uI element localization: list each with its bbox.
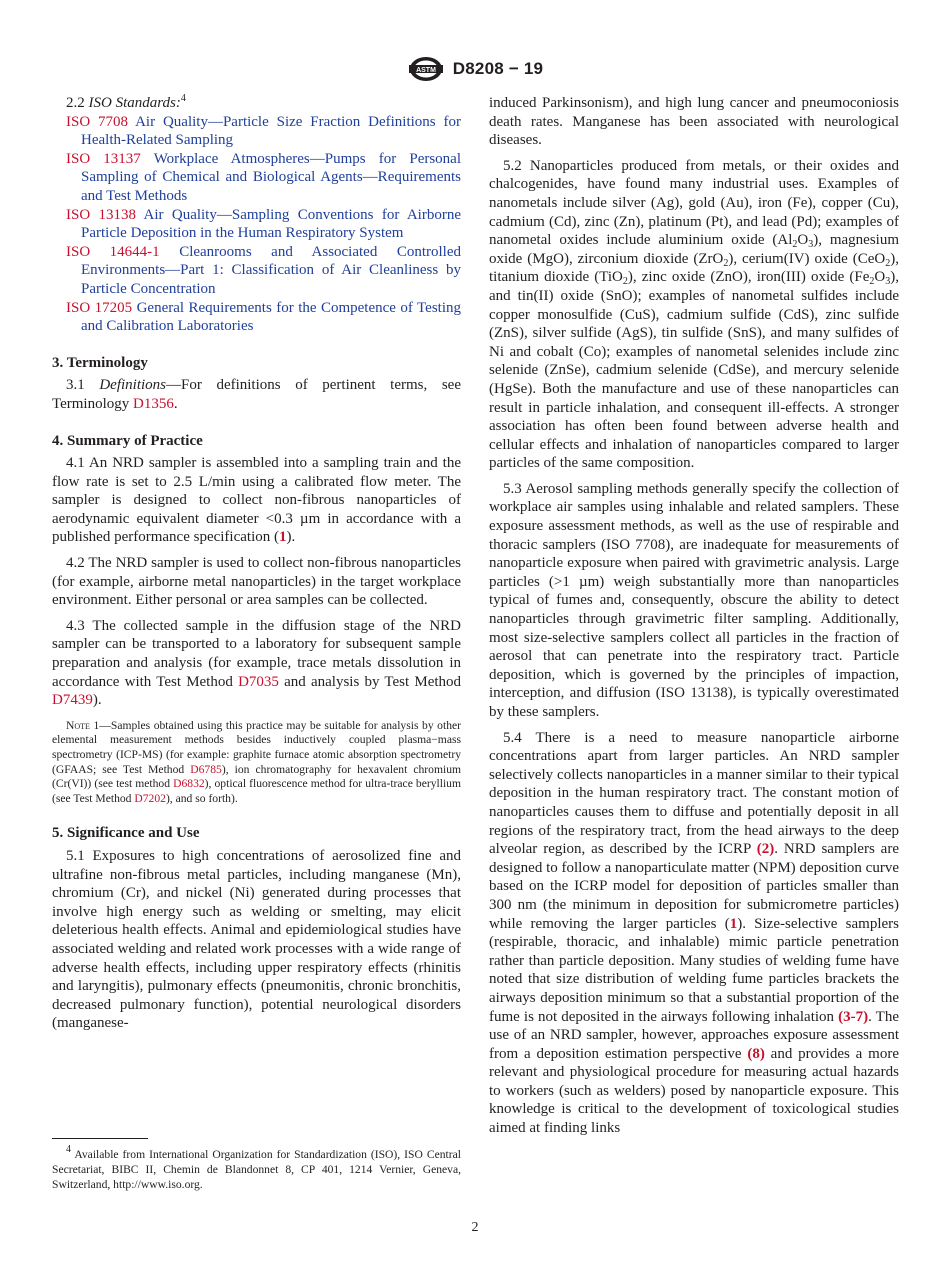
d1356-link[interactable]: D1356 bbox=[133, 395, 174, 412]
document-id: D8208 − 19 bbox=[452, 59, 544, 78]
right-column bbox=[489, 94, 899, 1138]
iso-ref-item[interactable] bbox=[52, 113, 461, 150]
iso-ref-code[interactable]: ISO 13137 bbox=[66, 150, 141, 167]
footnote-number: 4 bbox=[66, 1144, 71, 1155]
section-4-3: 4.3 The collected sample in the diffusion stage of the NRD sampler can be transported to a laboratory for subsequent sample preparation and analysis (for example, trace metals dissolution in accordance with Test Method D7035 and analysis by Test Method D7439). bbox=[52, 617, 462, 709]
section-5-1-continued: induced Parkinsonism), and high lung cancer and pneumoconiosis death rates. Manganese has been associated with neurological diseases. bbox=[489, 95, 899, 149]
page-number: 2 bbox=[471, 1220, 479, 1235]
page-header bbox=[0, 56, 950, 82]
note-1: Note 1—Samples obtained using this practice may be suitable for analysis by other elemental measurement methods besides inductively coupled plasma−mass spectrometry (ICP-MS) (for example: graphite furnace atomic absorption spectrometry (GFAAS; see Test Method D6785), ion chromatography for hexavalent chromium (Cr(VI)) (see test method D6832), optical fluorescence method for ultra-trace beryllium (see Test Method D7202), and so forth). bbox=[52, 718, 462, 805]
reference-8-link[interactable]: (8) bbox=[747, 1045, 765, 1062]
d6832-link[interactable]: D6832 bbox=[173, 777, 205, 791]
iso-ref-code[interactable]: ISO 14644-1 bbox=[66, 243, 160, 260]
section-3-heading: 3. Terminology bbox=[52, 354, 148, 371]
footnote-divider bbox=[52, 1138, 148, 1139]
iso-ref-title[interactable]: Air Quality—Particle Size Fraction Definitions for Health-Related Sampling bbox=[81, 113, 461, 149]
left-column bbox=[52, 94, 461, 1033]
iso-ref-title[interactable]: Workplace Atmospheres—Pumps for Personal Sampling of Chemical and Biological Agents—Requirements and Test Methods bbox=[81, 150, 462, 204]
svg-text:ASTM: ASTM bbox=[415, 67, 436, 74]
iso-ref-code[interactable]: ISO 13138 bbox=[66, 206, 137, 223]
note-label: Note 1 bbox=[66, 718, 100, 732]
section-5-3: 5.3 Aerosol sampling methods generally specify the collection of workplace air samples using inhalable and related samplers. These exposure assessment methods, as well as the use of respirable and thoracic samplers (ISO 7708), are inadequate for measurements of nanoparticle exposure when paired with gravimetric analysis. Large particles (>1 µm) weigh substantially more than nanoparticles typical of fumes and, consequently, obscure the ability to detect nanoparticles through gravimetric filter sampling. Additionally, most size-selective samplers collect all particles in the fraction of aerosol that can penetrate into the respiratory tract. Particle deposition, which is governed by the principles of impaction, interception, and diffusion (ISO 13138), is typically overestimated by these samplers. bbox=[489, 480, 899, 720]
d7439-link[interactable]: D7439 bbox=[52, 692, 93, 709]
reference-1-link[interactable]: 1 bbox=[729, 915, 738, 932]
section-4-heading: 4. Summary of Practice bbox=[52, 432, 203, 449]
section-4-2: 4.2 The NRD sampler is used to collect non-fibrous nanoparticles (for example, airborne metal nanoparticles) in the target workplace environment. Either personal or area samples can be collected. bbox=[52, 555, 461, 609]
section-5-2: 5.2 Nanoparticles produced from metals, or their oxides and chalcogenides, have found many industrial uses. Examples of nanometals include silver (Ag), gold (Au), iron (Fe), copper (Cu), cadmium (Cd), zinc (Zn), platinum (Pt), and lead (Pd); examples of nanometal oxides include aluminium oxide $(Al_2O_3)$, magnesium oxide (MgO), zirconium dioxide (ZrO$_2$), cerium(IV) oxide (CeO$_2$), titanium dioxide (TiO$_2$), zinc oxide (ZnO), iron(III) oxide $(Fe_2O_3)$, and tin(II) oxide (SnO); examples of nanometal sulfides include copper monosulfide (CuS), cadmium sulfide (CdS), zinc sulfide (ZnS), silver sulfide (AgS), tin sulfide (SnS), and many sulfides of Ni and cobalt (Co); examples of nanometal selenides include zinc selenide (ZnSe), cadmium selenide (CdSe), and mercury selenide (HgSe). Both the manufacture and use of these nanoparticles can result in particle inhalation, and consequent ill-effects. A stronger association has often been found between adverse health and cellular effects and inhalation of nanoparticles compared to larger particles of the same composition. bbox=[489, 157, 900, 472]
iso-ref-title[interactable]: General Requirements for the Competence of Testing and Calibration Laboratories bbox=[81, 299, 461, 335]
iso-reference-list bbox=[52, 113, 461, 336]
iso-ref-item[interactable] bbox=[52, 299, 461, 336]
section-3-1: 3.1 Definitions—For definitions of pertinent terms, see Terminology D1356. bbox=[52, 377, 461, 412]
iso-ref-title[interactable]: Cleanrooms and Associated Controlled Environments—Part 1: Classification of Air Cleanliness by Particle Concentration bbox=[81, 243, 461, 297]
iso-ref-code[interactable]: ISO 17205 bbox=[66, 299, 133, 316]
section-2-2-heading: 2.2 ISO Standards:$^4$ bbox=[66, 93, 186, 111]
d6785-link[interactable]: D6785 bbox=[190, 762, 222, 776]
d7202-link[interactable]: D7202 bbox=[134, 791, 166, 805]
iso-ref-item[interactable] bbox=[52, 150, 461, 206]
reference-2-link[interactable]: (2) bbox=[756, 841, 775, 858]
reference-3-7-link[interactable]: (3-7) bbox=[838, 1008, 869, 1025]
section-5-heading: 5. Significance and Use bbox=[52, 825, 200, 842]
iso-ref-item[interactable] bbox=[52, 206, 461, 243]
iso-ref-code[interactable]: ISO 7708 bbox=[66, 113, 129, 130]
iso-ref-item[interactable] bbox=[52, 243, 461, 299]
d7035-link[interactable]: D7035 bbox=[238, 673, 279, 690]
section-5-1: 5.1 Exposures to high concentrations of aerosolized fine and ultrafine non-fibrous metal particles, including manganese (Mn), chromium (Cr), and nickel (Ni) generated during processes that involve high energy such as welding or smelting, may elicit deleterious health effects. Animal and epidemiological studies have associated welding and related work processes with a wide range of adverse health effects, including upper respiratory effects (rhinitis and laryngitis), pulmonary effects (pneumonitis, chronic bronchitis, decreased pulmonary function), potential neurological disorders (manganese- bbox=[52, 847, 461, 1032]
footnote-marker: 4 bbox=[180, 93, 186, 104]
section-5-4: 5.4 There is a need to measure nanoparticle airborne concentrations apart from larger particles. An NRD sampler selectively collects nanoparticles in a manner similar to their typical deposition in the human respiratory tract. The constant motion of nanoparticles causes them to diffuse and potentially deposit in all regions of the respiratory tract, from the head airways to the deep alveolar region, as described by the ICRP (2). NRD samplers are designed to follow a nanoparticulate matter (NPM) deposition curve based on the ICRP model for deposition of particles smaller than 300 nm (the minimum in deposition for submicrometre particles) while removing the larger particles (1). Size-selective samplers (respirable, thoracic, and inhalable) mimic particle penetration rather than particle deposition. Many studies of welding fume have noted that size distribution of welding fume particles brackets the airways deposition minimum so that a substantial proportion of the fume is not deposited in the airways following inhalation (3-7). The use of an NRD sampler, however, approaches exposure assessment from a deposition estimation perspective (8) and provides a more relevant and physiological procedure for measuring actual hazards to workers (such as welders) posed by nanoparticle exposure. This knowledge is critical to the development of toxicological studies aimed at finding links bbox=[489, 729, 899, 1137]
footnote-4: 4 Available from International Organization for Standardization (ISO), ISO Central Secretariat, BIBC II, Chemin de Blandonnet 8, CP 401, 1214 Vernier, Geneva, Switzerland, http://www.iso.org. bbox=[52, 1144, 461, 1191]
astm-logo-icon bbox=[407, 56, 445, 82]
reference-1-link[interactable]: 1 bbox=[279, 529, 287, 546]
iso-ref-title[interactable]: Air Quality—Sampling Conventions for Airborne Particle Deposition in the Human Respiratory System bbox=[81, 206, 462, 242]
section-4-1: 4.1 An NRD sampler is assembled into a sampling train and the flow rate is set to 2.5 L/min using a calibrated flow meter. The sampler is designed to collect non-fibrous nanoparticles of aerodynamic equivalent diameter <0.3 µm in accordance with a published performance specification (1). bbox=[52, 455, 461, 546]
